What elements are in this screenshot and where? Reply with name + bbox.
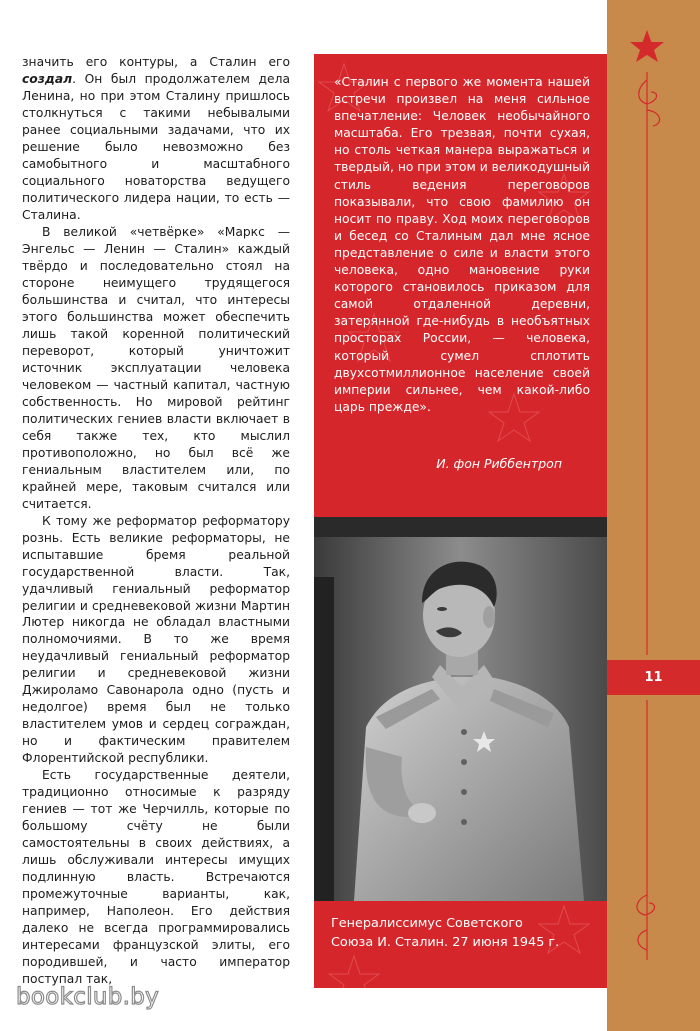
watermark-text: bookclub.by — [16, 984, 160, 1010]
strip-ornament — [607, 0, 700, 1031]
decorative-side-strip — [607, 0, 700, 1031]
red-star-icon — [630, 30, 664, 62]
body-text-column — [22, 54, 290, 988]
portrait-illustration — [314, 517, 607, 901]
body-paragraph-2: В великой «четвёрке» «Маркс — Энгельс — Ленин — Сталин» каждый твёрдо и последовательно стоял на стороне неимущего трудящегося большинства и считал, что интересы этого большинства может обеспечить лишь такой коренной политический переворот, который уничтожит источник эксплуатации человека человеком — частный капитал, частную собственность. Но мировой рейтинг политических гениев власти включает в себя также тех, кто мыслил противоположно, но был всё же гениальным властителем или, по крайней мере, таковым считался или считается. — [22, 224, 290, 511]
quote-box — [314, 54, 607, 486]
portrait-photo — [314, 517, 607, 901]
quote-text: «Сталин с первого же момента нашей встречи произвел на меня сильное впечатление: Человек необычайного масштаба. Его трезвая, почти сухая, но столь четкая манера выражаться и твердый, но при этом и великодушный стиль ведения переговоров показывали, что свою фамилию он носит по праву. Ход моих переговоров и бесед со Сталиным дал мне ясное представление о силе и власти этого человека, одно мановение руки которого становилось приказом для самой отдаленной деревни, затерянной где-нибудь в необъятных просторах России, — человека, который сумел сплотить двухсотмиллионное население своей империи сильнее, чем какой-либо царь прежде». — [334, 75, 590, 414]
emphasis-word: создал — [22, 71, 73, 86]
body-paragraph-1-rest: . Он был продолжателем дела Ленина, но при этом Сталину пришлось столкнуться с такими небывалыми ранее социальными задачами, что их решение было невозможно без самобытного и масштабного социального новаторства ведущего политического лидера нации, то есть — Сталина. — [22, 71, 290, 222]
quote-author: И. фон Риббентроп — [436, 456, 562, 471]
caption-line-2: Союза И. Сталин. 27 июня 1945 г. — [331, 935, 560, 950]
page-number: 11 — [607, 660, 700, 695]
caption-line-1: Генералиссимус Советского — [331, 916, 523, 931]
body-paragraph-3: К тому же реформатор реформатору рознь. Есть великие реформаторы, не испытавшие бремя реальной государственной власти. Так, удачливый гениальный реформатор религии и средневековой жизни Мартин Лютер никогда не обладал властными полномочиями. В то же время неудачливый гениальный реформатор религии и средневековой жизни Джироламо Савонарола одно (пусть и недолгое) время был не только властителем умов и сердец сограждан, но и фактическим правителем Флорентийской республики. — [22, 513, 290, 766]
body-paragraph-1-prefix: значить его контуры, а Сталин его — [22, 55, 290, 69]
body-paragraph-1 — [22, 54, 290, 224]
photo-caption — [331, 914, 601, 952]
body-paragraph-4: Есть государственные деятели, традиционно относимые к разряду гениев — тот же Черчилль, которые по большому счёту не были самостоятельны в своих действиях, а лишь обслуживали интересы имущих подлинную власть. Встречаются промежуточные варианты, как, например, Наполеон. Его действия далеко не всегда программировались интересами французской элиты, его породившей, и часто император поступал так, — [22, 768, 290, 987]
